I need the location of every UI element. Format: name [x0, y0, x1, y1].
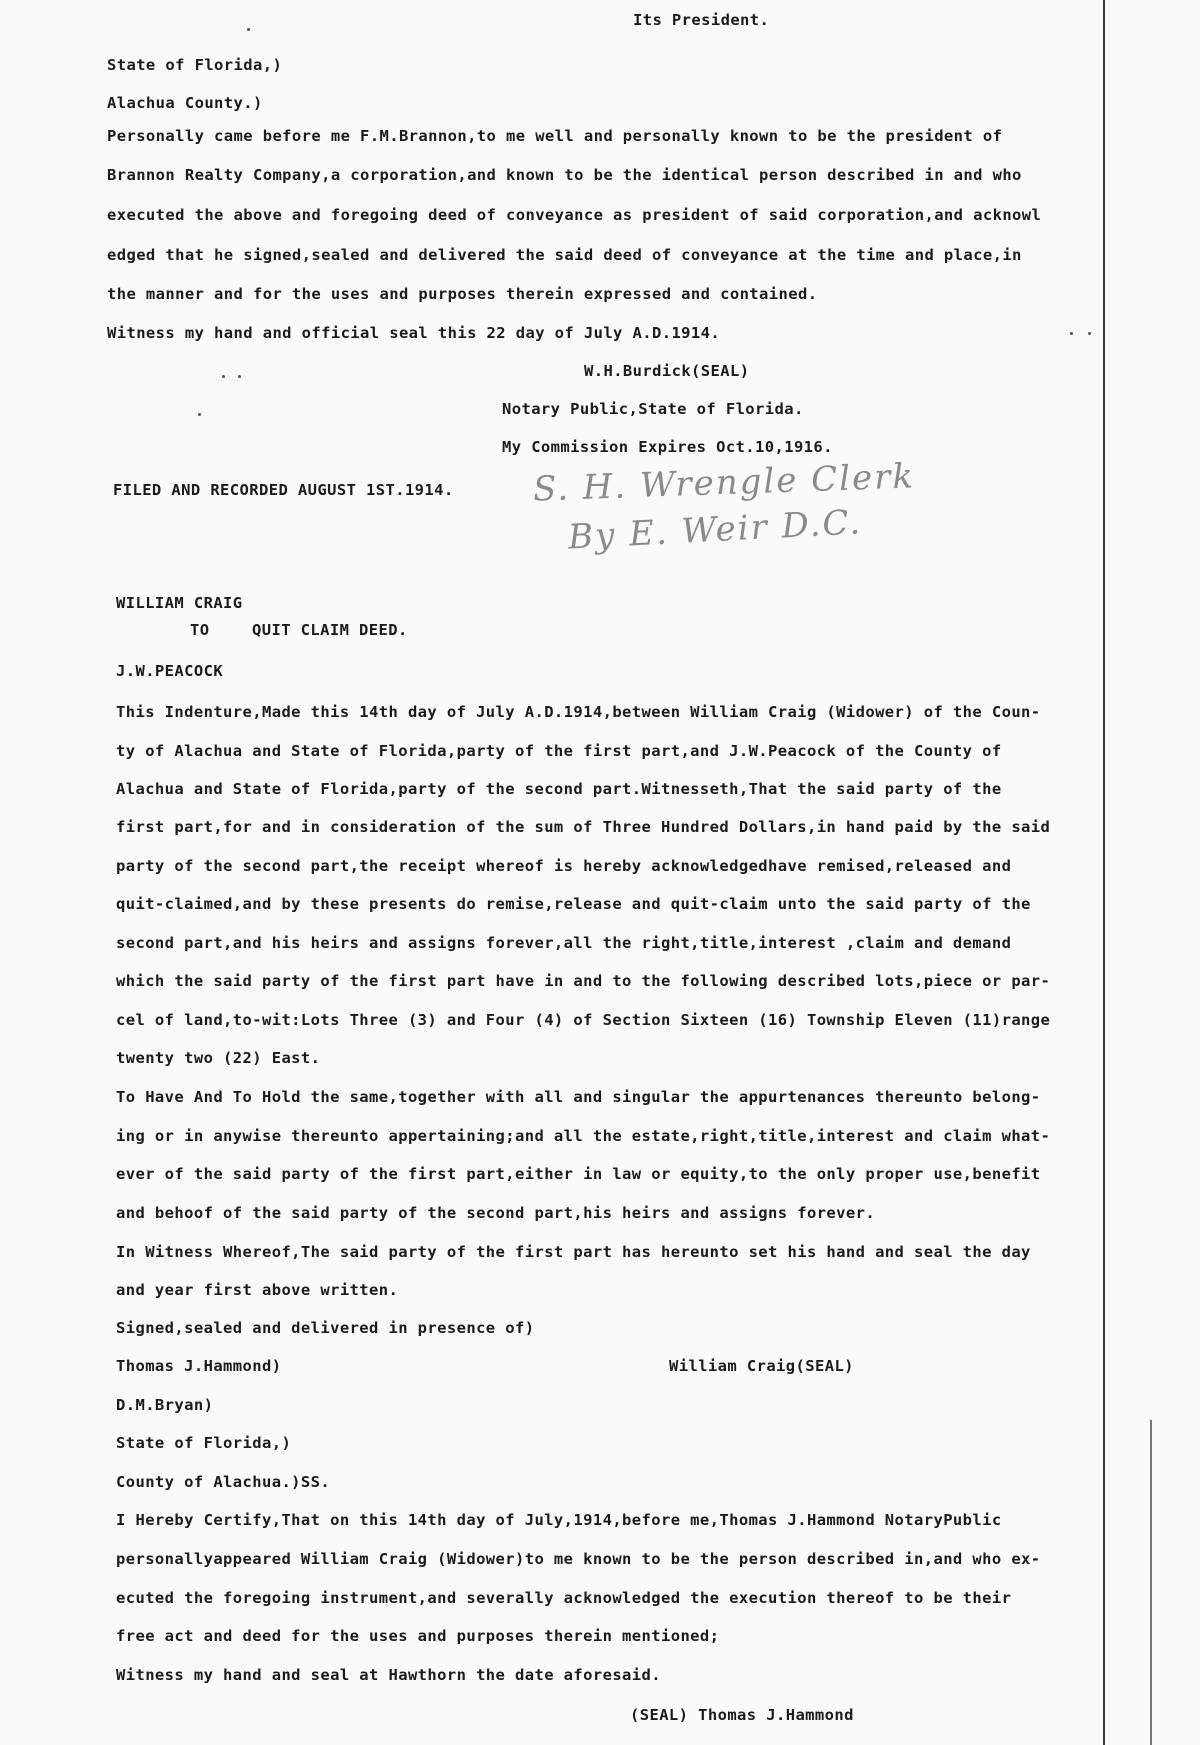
- ack-line: edged that he signed,sealed and delivered the said deed of conveyance at the time and place,in: [107, 246, 1022, 264]
- grantee-name: J.W.PEACOCK: [116, 662, 224, 680]
- filed-recorded: FILED AND RECORDED AUGUST 1ST.1914.: [113, 481, 454, 499]
- certify-line: free act and deed for the uses and purposes therein mentioned;: [116, 1627, 720, 1645]
- deed-line: Alachua and State of Florida,party of the second part.Witnesseth,That the said party of the: [116, 780, 1002, 798]
- deed-line: twenty two (22) East.: [116, 1049, 321, 1067]
- witness-two: D.M.Bryan): [116, 1396, 214, 1414]
- ink-dot: [1070, 332, 1073, 335]
- deed-line: cel of land,to-wit:Lots Three (3) and Four (4) of Section Sixteen (16) Township Eleven (11)range: [116, 1011, 1051, 1029]
- deed-line: party of the second part,the receipt whereof is hereby acknowledgedhave remised,released and: [116, 857, 1012, 875]
- page-edge-line: [1103, 0, 1105, 1745]
- habendum-line: To Have And To Hold the same,together with all and singular the appurtenances thereunto belong-: [116, 1088, 1041, 1106]
- ink-dot: [198, 413, 201, 416]
- certify-line: ecuted the foregoing instrument,and severally acknowledged the execution thereof to be their: [116, 1589, 1012, 1607]
- ack-line: the manner and for the uses and purposes therein expressed and contained.: [107, 285, 818, 303]
- deed-line: ty of Alachua and State of Florida,party of the first part,and J.W.Peacock of the County of: [116, 742, 1002, 760]
- ack-line: Brannon Realty Company,a corporation,and known to be the identical person described in and who: [107, 166, 1022, 184]
- page-edge-line-lower: [1150, 1420, 1152, 1745]
- witness-one: Thomas J.Hammond): [116, 1357, 282, 1375]
- venue-county: Alachua County.): [107, 94, 263, 112]
- notary-signature-2: (SEAL) Thomas J.Hammond: [630, 1706, 854, 1724]
- to-label: TO: [190, 621, 210, 639]
- witness-clause-line: In Witness Whereof,The said party of the first part has hereunto set his hand and seal the day: [116, 1243, 1031, 1261]
- witness-clause-line: and year first above written.: [116, 1281, 399, 1299]
- signed-line: Signed,sealed and delivered in presence of): [116, 1319, 535, 1337]
- deed-line: second part,and his heirs and assigns forever,all the right,title,interest ,claim and demand: [116, 934, 1012, 952]
- certify-line: I Hereby Certify,That on this 14th day of July,1914,before me,Thomas J.Hammond NotaryPublic: [116, 1511, 1002, 1529]
- venue-state: State of Florida,): [107, 56, 283, 74]
- habendum-line: ever of the said party of the first part,either in law or equity,to the only proper use,benefit: [116, 1165, 1041, 1183]
- deed-line: which the said party of the first part have in and to the following described lots,piece or par-: [116, 972, 1051, 990]
- deputy-signature: By E. Weir D.C.: [567, 502, 863, 558]
- ack-line: executed the above and foregoing deed of conveyance as president of said corporation,and acknowl: [107, 206, 1042, 224]
- habendum-line: and behoof of the said party of the second part,his heirs and assigns forever.: [116, 1204, 876, 1222]
- venue-state-2: State of Florida,): [116, 1434, 292, 1452]
- clerk-signature: S. H. Wrengle Clerk: [532, 456, 916, 510]
- ink-dot: [1088, 332, 1091, 335]
- grantor-name: WILLIAM CRAIG: [116, 594, 243, 612]
- certify-line: Witness my hand and seal at Hawthorn the date aforesaid.: [116, 1666, 661, 1684]
- certify-line: personallyappeared William Craig (Widower)to me known to be the person described in,and who ex-: [116, 1550, 1041, 1568]
- venue-county-2: County of Alachua.)SS.: [116, 1473, 331, 1491]
- deed-line: quit-claimed,and by these presents do remise,release and quit-claim unto the said party of the: [116, 895, 1031, 913]
- grantor-signature: William Craig(SEAL): [669, 1357, 854, 1375]
- ink-dot: [247, 28, 250, 31]
- habendum-line: ing or in anywise thereunto appertaining;and all the estate,right,title,interest and claim what-: [116, 1127, 1051, 1145]
- ink-dot: [238, 375, 241, 378]
- deed-line: This Indenture,Made this 14th day of July A.D.1914,between William Craig (Widower) of the Coun-: [116, 703, 1041, 721]
- witness-line: Witness my hand and official seal this 22 day of July A.D.1914.: [107, 324, 721, 342]
- notary-signature: W.H.Burdick(SEAL): [584, 362, 750, 380]
- notary-title: Notary Public,State of Florida.: [502, 400, 804, 418]
- ink-dot: [222, 375, 225, 378]
- signature-title: Its President.: [633, 11, 770, 29]
- ack-line: Personally came before me F.M.Brannon,to me well and personally known to be the president of: [107, 127, 1003, 145]
- commission-expiry: My Commission Expires Oct.10,1916.: [502, 438, 833, 456]
- deed-line: first part,for and in consideration of the sum of Three Hundred Dollars,in hand paid by the said: [116, 818, 1051, 836]
- deed-type: QUIT CLAIM DEED.: [252, 621, 408, 639]
